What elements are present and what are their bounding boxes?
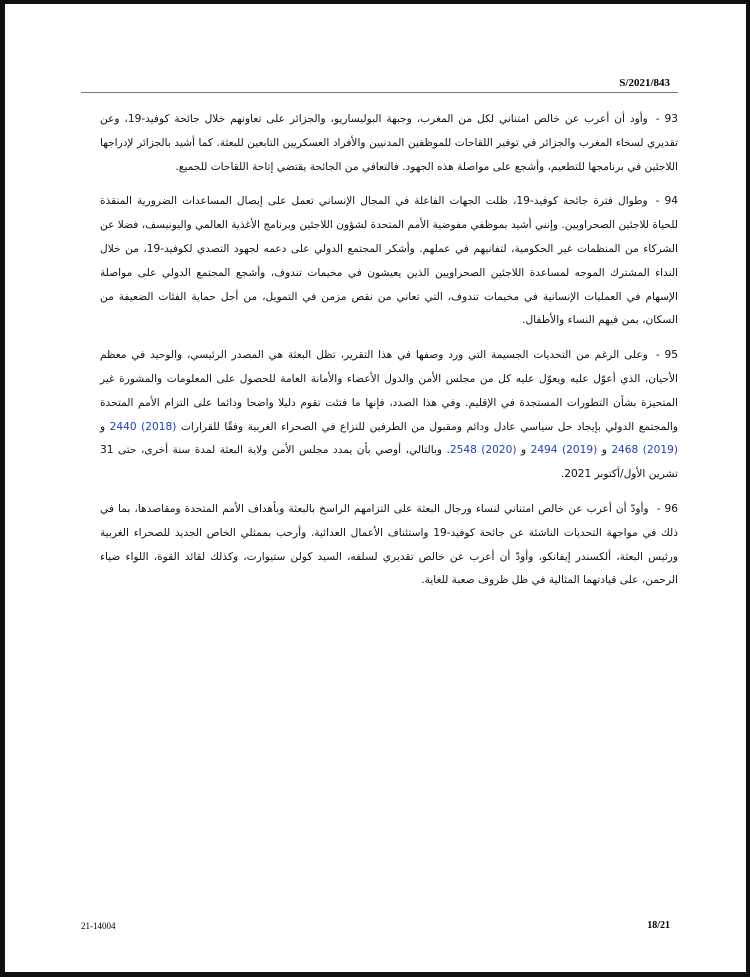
conjunction: و <box>100 420 110 433</box>
paragraph-95 <box>100 344 678 487</box>
paragraph-number: 96 - <box>656 502 678 515</box>
paragraph-number: 95 - <box>655 349 678 362</box>
paragraph-text: وأودّ أن أعرب عن خالص امتناني لنساء ورجال البعثة على التزامهم الراسخ بالبعثة وبأهداف الأمم المتحدة ومقاصدها، بما في ذلك في مواجهة التحديات الناشئة عن جائحة كوفيد-19 واستئناف الأعمال العدائية. وأرحب بممثلي الخاص الجديد للصحراء الغربية ورئيس البعثة، ألكسندر إيفانكو، وأودّ أن أعرب عن خالص تقديري لسلفه، السيد كولن ستيوارت، وكذلك لقائد القوة، اللواء ضياء الرحمن، على قيادتهما المثالية في ظل ظروف صعبة للغاية. <box>100 502 678 587</box>
paragraph-93 <box>100 108 678 179</box>
resolution-link-2548[interactable]: 2548 (2020) <box>449 444 517 457</box>
paragraph-text: وأود أن أعرب عن خالص امتناني لكل من المغرب، وجبهة البوليساريو، والجزائر على تعاونهم خلال جائحة كوفيد-19، وعن تقديري لسخاء المغرب والجزائر في توفير اللقاحات للموظفين المدنيين والأفراد العسكريين التابعين للبعثة. كما أشيد بالجزائر لإدراجها اللاجئين في برنامجها للتطعيم، وأشجع على مواصلة هذه الجهود. فالتعافي من الجائحة يقتضي إتاحة اللقاحات للجميع. <box>100 113 678 173</box>
resolution-link-2468[interactable]: 2468 (2019) <box>611 444 678 457</box>
document-number: 21-14004 <box>81 921 116 931</box>
paragraph-94 <box>100 190 678 333</box>
resolution-link-2440[interactable]: 2440 (2018) <box>109 420 177 433</box>
paragraph-96 <box>100 498 678 593</box>
paragraph-number: 94 - <box>655 195 678 208</box>
paragraph-text: وعلى الرغم من التحديات الجسيمة التي ورد وصفها في هذا التقرير، تظل البعثة هي المصدر الرئيسي، والوحيد في معظم الأحيان، الذي أعوّل عليه ويعوّل عليه كل من مجلس الأمن والدول الأعضاء والأمانة العامة للحصول على المعلومات والمشورة غير المتحيزة بشأن التطورات المستجدة في الإقليم. وفي هذا الصدد، فإنها ما فتئت تقوم دليلا واضحا ودائما على التزام الأمم المتحدة والمجتمع الدولي بإيجاد حل سياسي عادل ودائم ومقبول من الطرفين للنزاع في الصحراء الغربية وفقًا للقرارات <box>100 349 678 433</box>
resolution-link-2494[interactable]: 2494 (2019) <box>530 444 598 457</box>
conjunction: و <box>597 444 612 457</box>
paragraph-text-continued: . وبالتالي، أوصي بأن يمدد مجلس الأمن ولاية البعثة لمدة سنة أخرى، حتى 31 تشرين الأول/أكتوبر 2021. <box>100 444 678 481</box>
page-number: 18/21 <box>647 920 670 931</box>
document-page <box>5 4 746 972</box>
conjunction: و <box>516 444 531 457</box>
header-rule <box>81 92 678 93</box>
document-symbol: S/2021/843 <box>619 77 670 89</box>
document-body <box>100 108 678 604</box>
paragraph-text: وطوال فترة جائحة كوفيد-19، ظلت الجهات الفاعلة في المجال الإنساني تعمل على إيصال المساعدات الضرورية المنقذة للحياة للاجئين الصحراويين. وإنني أشيد بموظفي مفوضية الأمم المتحدة لشؤون اللاجئين وبرنامج الأغذية العالمي واليونيسف، فضلا عن الشركاء من المنظمات غير الحكومية، لتفانيهم في عملهم. وأشكر المجتمع الدولي على دعمه لجهود التصدي لكوفيد-19، من خلال النداء المشترك الموجه لمساعدة اللاجئين الصحراويين الذين يعيشون في مخيمات تندوف، وأشجع المجتمع الدولي على مواصلة الإسهام في العمليات الإنسانية في مخيمات تندوف، التي تعاني من نقص مزمن في التمويل، من أجل حماية الفئات الضعيفة من السكان، بمن فيهم النساء والأطفال. <box>100 195 678 327</box>
paragraph-number: 93 - <box>655 113 678 125</box>
